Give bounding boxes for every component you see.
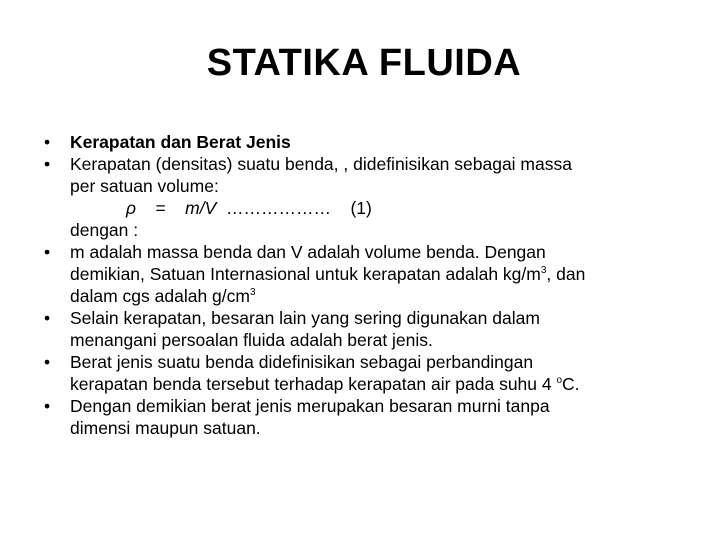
item-text: per satuan volume: <box>70 176 219 196</box>
item-text-part: dalam cgs adalah g/cm <box>70 286 250 306</box>
item-text: Berat jenis suatu benda didefinisikan sebagai perbandingan <box>70 352 534 372</box>
equation-number: (1) <box>350 198 372 218</box>
equation-dots: ……………… <box>226 198 332 218</box>
bullet-item <box>44 241 704 307</box>
dengan-label: dengan : <box>70 220 139 240</box>
item-text <box>70 285 704 307</box>
item-text: Dengan demikian berat jenis merupakan besaran murni tanpa <box>70 396 550 416</box>
bullet-icon: • <box>44 154 51 174</box>
item-text: Kerapatan dan Berat Jenis <box>70 132 291 152</box>
bullet-item <box>44 395 704 439</box>
item-text-part: demikian, Satuan Internasional untuk kerapatan adalah kg/m <box>70 264 541 284</box>
item-text: menangani persoalan fluida adalah berat jenis. <box>70 330 433 350</box>
item-text <box>70 263 704 285</box>
bullet-item <box>44 131 704 153</box>
bullet-icon: • <box>44 132 51 152</box>
slide-body <box>44 131 704 439</box>
bullet-item <box>44 153 704 241</box>
bullet-icon: • <box>44 308 51 328</box>
slide-title: STATIKA FLUIDA <box>206 42 522 84</box>
item-text <box>70 373 704 395</box>
equation-rhs: m/V <box>185 198 217 218</box>
equation-equals: = <box>155 198 166 218</box>
equation-rho: ρ <box>126 198 137 218</box>
item-text: Kerapatan (densitas) suatu benda, , didefinisikan sebagai massa <box>70 154 572 174</box>
bullet-icon: • <box>44 396 51 416</box>
bullet-icon: • <box>44 242 51 262</box>
bullet-icon: • <box>44 352 51 372</box>
item-text: m adalah massa benda dan V adalah volume benda. Dengan <box>70 242 546 262</box>
equation <box>70 197 704 219</box>
superscript-degree: o <box>556 375 563 386</box>
item-text-part: kerapatan benda tersebut terhadap kerapatan air pada suhu 4 <box>70 374 557 394</box>
bullet-item <box>44 307 704 351</box>
item-text: Selain kerapatan, besaran lain yang sering digunakan dalam <box>70 308 540 328</box>
bullet-item <box>44 351 704 395</box>
superscript-3: 3 <box>540 265 547 276</box>
superscript-3: 3 <box>249 287 256 298</box>
item-text-suffix: , dan <box>546 264 586 284</box>
item-text-part: C. <box>562 374 580 394</box>
item-text: dimensi maupun satuan. <box>70 418 261 438</box>
